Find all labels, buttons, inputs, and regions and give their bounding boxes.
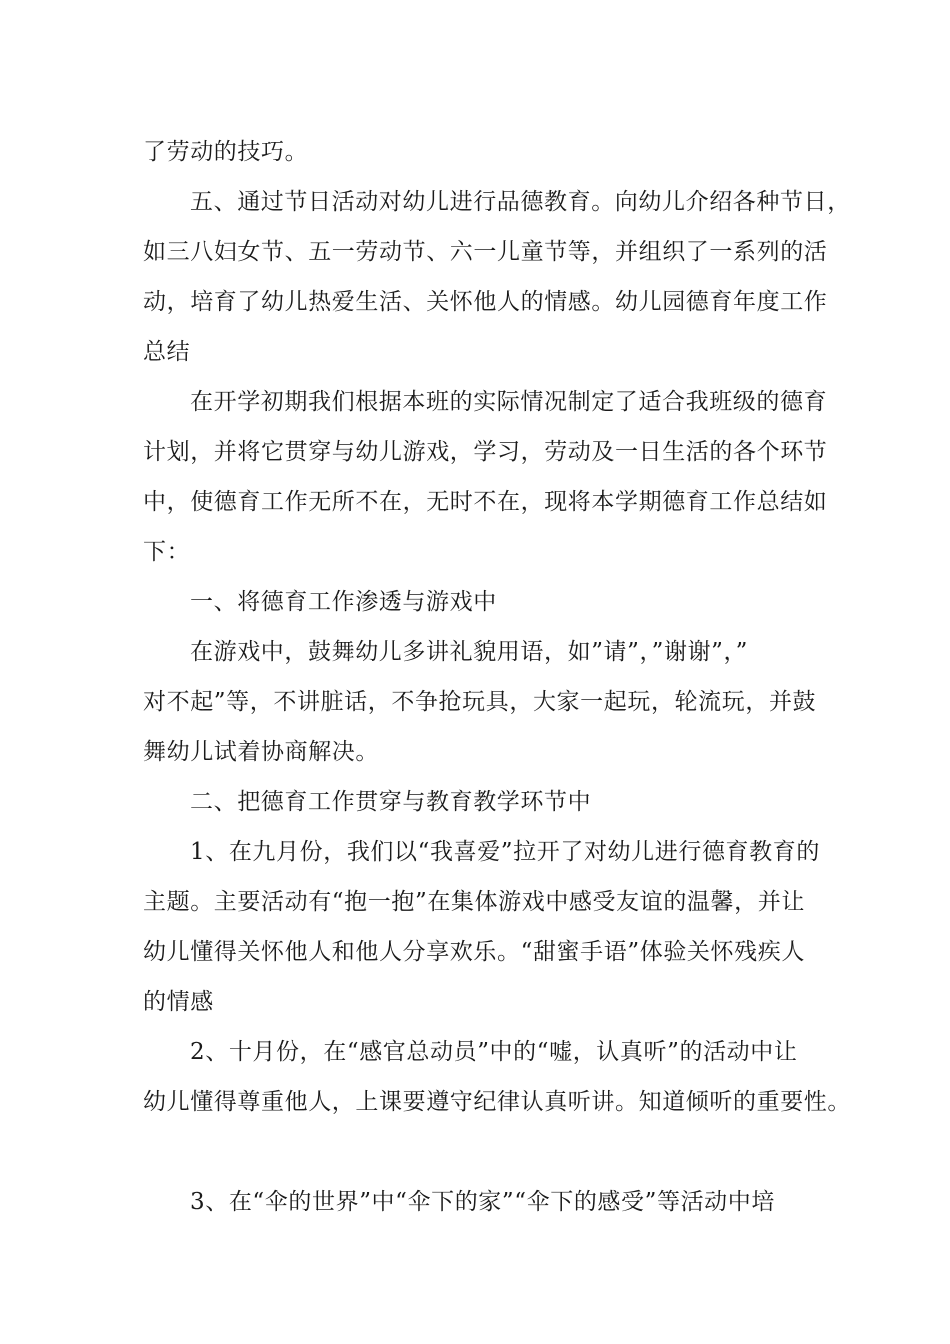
text-line: 对不起”等，不讲脏话，不争抢玩具，大家一起玩，轮流玩，并鼓 xyxy=(143,689,817,715)
text-line: 幼儿懂得关怀他人和他人分享欢乐。“甜蜜手语”体验关怀残疾人 xyxy=(143,939,805,965)
list-item-start-line: 1、在九月份，我们以“我喜爱”拉开了对幼儿进行德育教育的 xyxy=(190,839,820,865)
text-line: 了劳动的技巧。 xyxy=(143,139,309,165)
text-line: 的情感 xyxy=(143,989,214,1015)
text-line: 中，使德育工作无所不在，无时不在，现将本学期德育工作总结如 xyxy=(143,489,828,515)
text-line: 总结 xyxy=(143,339,191,365)
list-item-start-line: 3、在“伞的世界”中“伞下的家”“伞下的感受”等活动中培 xyxy=(190,1189,775,1215)
paragraph-start-line: 在开学初期我们根据本班的实际情况制定了适合我班级的德育 xyxy=(190,389,828,415)
text-line: 动，培育了幼儿热爱生活、关怀他人的情感。幼儿园德育年度工作 xyxy=(143,289,828,315)
text-line: 如三八妇女节、五一劳动节、六一儿童节等，并组织了一系列的活 xyxy=(143,239,828,265)
section-heading: 二、把德育工作贯穿与教育教学环节中 xyxy=(190,789,592,815)
text-line: 下： xyxy=(143,539,191,565)
text-line: 舞幼儿试着协商解决。 xyxy=(143,739,379,765)
text-line: 计划，并将它贯穿与幼儿游戏，学习，劳动及一日生活的各个环节 xyxy=(143,439,828,465)
text-line: 幼儿懂得尊重他人，上课要遵守纪律认真听讲。知道倾听的重要性。 xyxy=(143,1089,851,1115)
section-five-line: 五、通过节日活动对幼儿进行品德教育。向幼儿介绍各种节日， xyxy=(190,189,851,215)
section-heading: 一、将德育工作渗透与游戏中 xyxy=(190,589,497,615)
paragraph-start-line: 在游戏中，鼓舞幼儿多讲礼貌用语，如”请”，”谢谢”，” xyxy=(190,639,748,665)
list-item-start-line: 2、十月份，在“感官总动员”中的“嘘，认真听”的活动中让 xyxy=(190,1039,798,1065)
text-line: 主题。主要活动有“抱一抱”在集体游戏中感受友谊的温馨，并让 xyxy=(143,889,805,915)
